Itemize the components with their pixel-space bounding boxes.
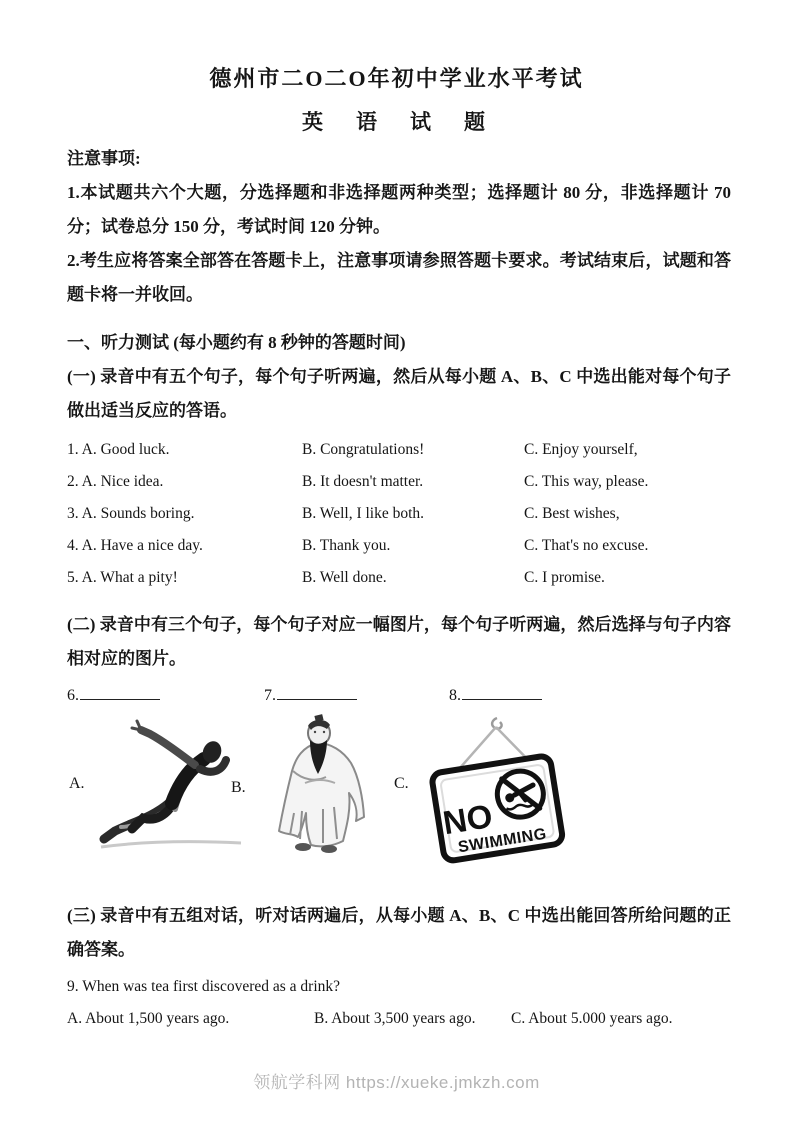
picture-label-a: A. xyxy=(69,775,85,792)
option-cell: 5. A. What a pity! xyxy=(67,569,178,586)
page-title: 德州市二O二O年初中学业水平考试 xyxy=(209,66,584,91)
blank-label: 8. xyxy=(449,687,461,704)
question-row-3 xyxy=(67,498,731,530)
option-cell: C. Best wishes, xyxy=(524,505,620,522)
option-cell: B. It doesn't matter. xyxy=(302,473,424,490)
option-cell: B. Thank you. xyxy=(302,537,391,554)
answer-blank-line xyxy=(462,685,542,700)
option-cell: B. About 3,500 years ago. xyxy=(314,1010,476,1027)
question-row-5 xyxy=(67,562,731,594)
option-cell: B. Well done. xyxy=(302,569,387,586)
option-cell: 4. A. Have a nice day. xyxy=(67,537,203,554)
option-cell: A. About 1,500 years ago. xyxy=(67,1010,230,1027)
option-cell: B. Well, I like both. xyxy=(302,505,425,522)
blank-8 xyxy=(449,681,731,711)
blank-7 xyxy=(264,681,449,711)
notice-heading: 注意事项: xyxy=(67,149,141,168)
question-row-4 xyxy=(67,530,731,562)
option-cell: 3. A. Sounds boring. xyxy=(67,505,195,522)
question-row-1 xyxy=(67,434,731,466)
question-9-options xyxy=(67,1003,731,1035)
page-subtitle: 英 语 试 题 xyxy=(302,110,491,134)
blank-label: 6. xyxy=(67,687,79,704)
option-cell: C. About 5.000 years ago. xyxy=(511,1010,673,1027)
question-9-text: 9. When was tea first discovered as a drink? xyxy=(67,978,341,995)
section-listening-heading: 一、听力测试 (每小题约有 8 秒钟的答题时间) xyxy=(67,333,406,352)
option-cell: C. This way, please. xyxy=(524,473,649,490)
option-cell: 2. A. Nice idea. xyxy=(67,473,164,490)
answer-blank-line xyxy=(277,685,357,700)
no-swimming-sign xyxy=(423,713,571,871)
blank-6 xyxy=(67,681,264,711)
sign-no-text: NO xyxy=(440,797,495,842)
question-row-2 xyxy=(67,466,731,498)
option-cell: C. I promise. xyxy=(524,569,605,586)
runner-image xyxy=(91,717,253,865)
scholar-image xyxy=(263,713,375,858)
part3-instruction: (三) 录音中有五组对话，听对话两遍后，从每小题 A、B、C 中选出能回答所给问题的正确答案。 xyxy=(67,906,731,959)
picture-label-b: B. xyxy=(231,779,246,796)
option-cell: B. Congratulations! xyxy=(302,441,425,458)
watermark-footer: 领航学科网 https://xueke.jmkzh.com xyxy=(253,1073,540,1092)
option-cell: C. Enjoy yourself, xyxy=(524,441,638,458)
sign-swimming-text: SWIMMING xyxy=(457,825,548,857)
part2-instruction: (二) 录音中有三个句子，每个句子对应一幅图片，每个句子听两遍，然后选择与句子内容相对应的图片。 xyxy=(67,615,731,668)
part2-blank-row xyxy=(67,681,731,711)
exam-content xyxy=(67,142,731,1035)
notice-item-2: 2.考生应将答案全部答在答题卡上，注意事项请参照答题卡要求。考试结束后，试题和答题卡将一并收回。 xyxy=(67,251,731,304)
blank-label: 7. xyxy=(264,687,276,704)
picture-label-c: C. xyxy=(394,775,409,792)
part1-instruction: (一) 录音中有五个句子，每个句子听两遍，然后从每小题 A、B、C 中选出能对每个句子做出适当反应的答语。 xyxy=(67,367,731,420)
part2-pictures-row xyxy=(67,713,731,873)
part1-options-grid xyxy=(67,434,731,594)
option-cell: 1. A. Good luck. xyxy=(67,441,170,458)
answer-blank-line xyxy=(80,685,160,700)
notice-item-1: 1.本试题共六个大题，分选择题和非选择题两种类型；选择题计 80 分，非选择题计 70 分；试卷总分 150 分，考试时间 120 分钟。 xyxy=(67,183,731,236)
option-cell: C. That's no excuse. xyxy=(524,537,649,554)
